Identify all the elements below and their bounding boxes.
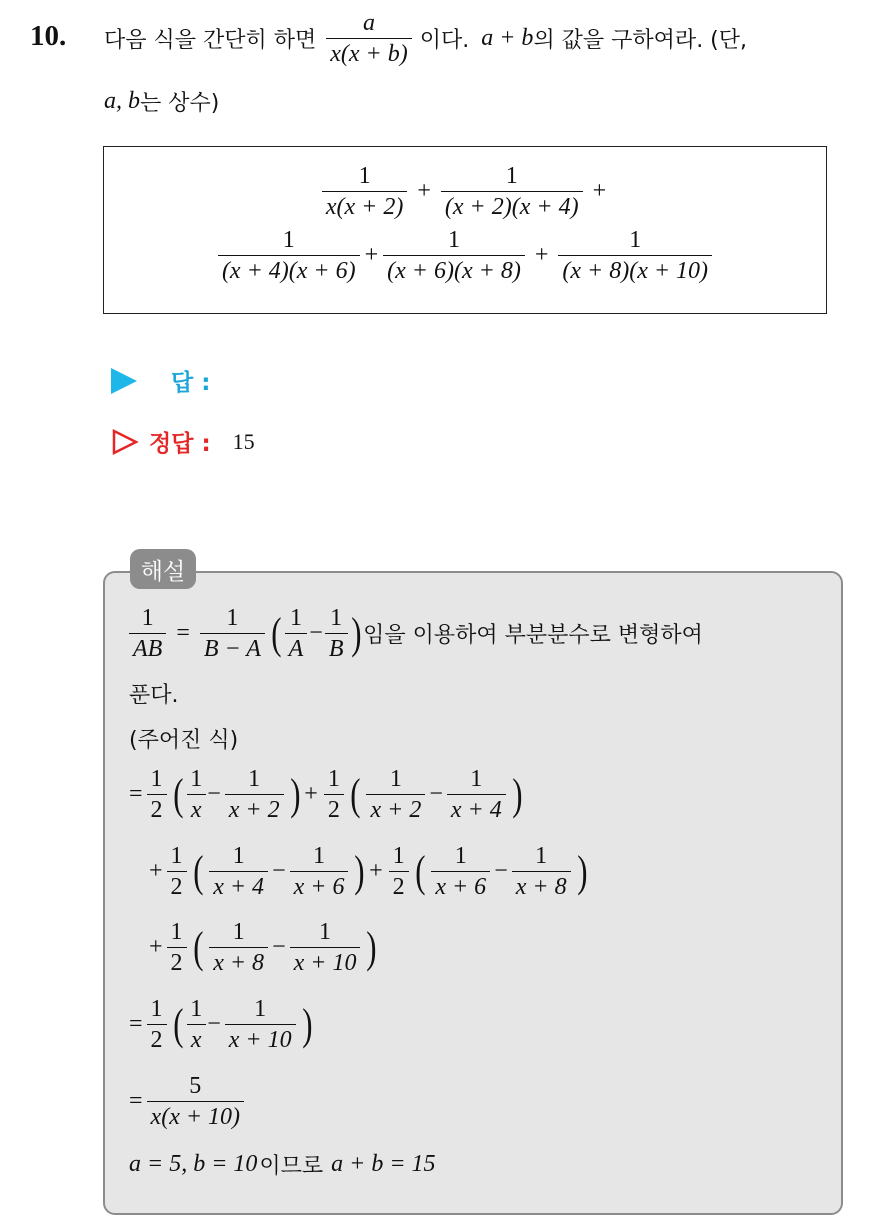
plus-sign: +	[592, 178, 607, 205]
identity-text: 임을 이용하여 부분분수로 변형하여	[363, 623, 703, 649]
question-frac-den: x(x + b)	[326, 38, 411, 67]
final-line	[129, 1149, 436, 1180]
step-line-4: = $\frac{1}{2}$ ( $\frac{1}{x}$ − $\frac{1}{x + 10}$ )	[129, 996, 313, 1054]
question-vars: a, b	[104, 88, 140, 114]
term-1: $\frac{1}{x(x + 2)}$	[322, 163, 407, 221]
final-vars: a = 5, b = 10	[129, 1151, 258, 1177]
final-text: 이므로	[259, 1154, 324, 1179]
solution-line-3: (주어진 식)	[129, 728, 239, 753]
term-4: $\frac{1}{(x + 6)(x + 8)}$	[383, 227, 525, 285]
correct-answer-row	[111, 425, 255, 458]
answer-row	[111, 364, 210, 397]
question-line-2	[104, 86, 219, 117]
plus-sign: +	[417, 178, 431, 205]
term-3: $\frac{1}{(x + 4)(x + 6)}$	[218, 227, 360, 285]
play-triangle-icon	[111, 368, 137, 394]
question-text-after2: 의 값을 구하여라. (단,	[533, 28, 748, 54]
step-line-3: + $\frac{1}{2}$ ( $\frac{1}{x + 8}$ − $\frac{1}{x + 10}$ )	[149, 919, 377, 977]
final-expr: a + b = 15	[331, 1151, 436, 1177]
question-line-1	[104, 10, 747, 68]
correct-answer-value: 15	[232, 428, 255, 454]
step-line-1: = $\frac{1}{2}$ ( $\frac{1}{x}$ − $\frac{1}{x + 2}$ ) + $\frac{1}{2}$ ( $\frac{1}{x + 2}$ − $\frac{1}{x + 4}$ )	[129, 766, 523, 824]
plus-sign: +	[364, 242, 379, 269]
term-5: $\frac{1}{(x + 8)(x + 10)}$	[558, 227, 712, 285]
solution-tab: 해설	[130, 549, 196, 589]
term-2: $\frac{1}{(x + 2)(x + 4)}$	[441, 163, 583, 221]
answer-label: 답 :	[171, 370, 211, 396]
question-line2-text: 는 상수)	[140, 91, 220, 116]
expression-row-1	[104, 163, 826, 221]
step-line-2: + $\frac{1}{2}$ ( $\frac{1}{x + 4}$ − $\frac{1}{x + 6}$ ) + $\frac{1}{2}$ ( $\frac{1}{x + 6}$ − $\frac{1}{x + 8}$ )	[149, 843, 588, 901]
outline-triangle-icon	[111, 428, 139, 456]
question-expr: a + b	[481, 25, 534, 52]
correct-answer-label: 정답 :	[149, 431, 211, 457]
identity-line: $\frac{1}{AB}$ = $\frac{1}{B - A}$ ( $\frac{1}{A}$ − $\frac{1}{B}$ ) 임을 이용하여 부분분수로 변형하여	[129, 605, 703, 663]
question-number: 10.	[30, 20, 67, 52]
question-fraction	[326, 10, 411, 68]
expression-box	[103, 146, 827, 314]
step-line-5: = $\frac{5}{x(x + 10)}$	[129, 1073, 248, 1131]
plus-sign: +	[534, 242, 549, 269]
question-text-before: 다음 식을 간단히 하면	[104, 28, 317, 54]
solution-line-2: 푼다.	[129, 683, 179, 708]
question-frac-num: a	[362, 10, 375, 36]
expression-row-2	[104, 227, 826, 285]
question-text-after: 이다.	[419, 28, 470, 54]
solution-box	[103, 571, 843, 1215]
